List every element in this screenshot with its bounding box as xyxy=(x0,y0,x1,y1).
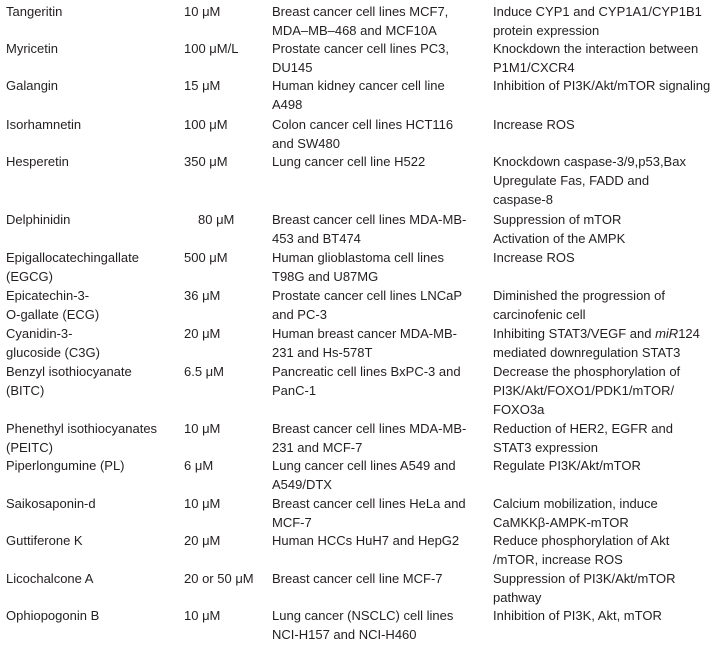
concentration-cell: 500 μM xyxy=(184,250,228,265)
concentration-cell: 20 μM xyxy=(184,533,221,548)
compound-cell: Isorhamnetin xyxy=(6,117,82,132)
compound-cell: Saikosaponin-d xyxy=(6,496,96,511)
mechanism-cell: Knockdown the interaction between P1M1/CXCR4 xyxy=(493,41,699,75)
cell-line-cell: Lung cancer cell line H522 xyxy=(272,154,426,169)
mechanism-cell: Reduction of HER2, EGFR and STAT3 expression xyxy=(493,421,673,455)
cell-line-cell: Pancreatic cell lines BxPC-3 and PanC-1 xyxy=(272,364,461,398)
mechanism-cell: Regulate PI3K/Akt/mTOR xyxy=(493,458,641,473)
mechanism-cell: Suppression of PI3K/Akt/mTOR pathway xyxy=(493,571,676,605)
compound-cell: Ophiopogonin B xyxy=(6,608,100,623)
concentration-cell: 10 μM xyxy=(184,496,221,511)
compound-cell: Guttiferone K xyxy=(6,533,83,548)
concentration-cell: 20 μM xyxy=(184,326,221,341)
compound-cell: Epigallocatechingallate (EGCG) xyxy=(6,250,139,284)
mechanism-cell: Increase ROS xyxy=(493,117,575,132)
mechanism-cell: Inhibition of PI3K/Akt/mTOR signaling xyxy=(493,78,711,93)
mechanism-cell: Knockdown caspase-3/9,p53,Bax Upregulate Fas, FADD and caspase-8 xyxy=(493,154,686,207)
compound-cell: Myricetin xyxy=(6,41,59,56)
concentration-cell: 6.5 μM xyxy=(184,364,225,379)
cell-line-cell: Human glioblastoma cell lines T98G and U87MG xyxy=(272,250,444,284)
cell-line-cell: Human HCCs HuH7 and HepG2 xyxy=(272,533,460,548)
concentration-cell: 10 μM xyxy=(184,421,221,436)
concentration-cell: 10 μM xyxy=(184,4,221,19)
cell-line-cell: Breast cancer cell lines HeLa and MCF-7 xyxy=(272,496,466,530)
cell-line-cell: Breast cancer cell lines MDA-MB- 231 and MCF-7 xyxy=(272,421,467,455)
compound-cell: Cyanidin-3- glucoside (C3G) xyxy=(6,326,100,360)
mechanism-cell: Suppression of mTOR Activation of the AMPK xyxy=(493,212,626,246)
compound-cell: Galangin xyxy=(6,78,59,93)
mechanism-cell: Inhibiting STAT3/VEGF and miR124 mediated downregulation STAT3 xyxy=(493,326,700,360)
concentration-cell: 20 or 50 μM xyxy=(184,571,254,586)
cell-line-cell: Human kidney cancer cell line A498 xyxy=(272,78,445,112)
compound-cell: Tangeritin xyxy=(6,4,63,19)
cell-line-cell: Human breast cancer MDA-MB- 231 and Hs-578T xyxy=(272,326,457,360)
cell-line-cell: Colon cancer cell lines HCT116 and SW480 xyxy=(272,117,454,151)
cell-line-cell: Breast cancer cell lines MDA-MB- 453 and BT474 xyxy=(272,212,467,246)
concentration-cell: 6 μM xyxy=(184,458,214,473)
gene-name-italic: miR xyxy=(655,326,679,341)
concentration-cell: 350 μM xyxy=(184,154,228,169)
mechanism-cell: Increase ROS xyxy=(493,250,575,265)
cell-line-cell: Prostate cancer cell lines LNCaP and PC-3 xyxy=(272,288,463,322)
concentration-cell: 15 μM xyxy=(184,78,221,93)
compound-cell: Licochalcone A xyxy=(6,571,94,586)
cell-line-cell: Lung cancer (NSCLC) cell lines NCI-H157 and NCI-H460 xyxy=(272,608,454,642)
compound-cell: Epicatechin-3- O-gallate (ECG) xyxy=(6,288,100,322)
concentration-cell: 36 μM xyxy=(184,288,221,303)
compound-cell: Delphinidin xyxy=(6,212,71,227)
compound-cell: Benzyl isothiocyanate (BITC) xyxy=(6,364,132,398)
cell-line-cell: Lung cancer cell lines A549 and A549/DTX xyxy=(272,458,456,492)
concentration-cell: 100 μM/L xyxy=(184,41,239,56)
cell-line-cell: Breast cancer cell lines MCF7, MDA–MB–468 and MCF10A xyxy=(272,4,449,38)
mechanism-cell: Induce CYP1 and CYP1A1/CYP1B1 protein expression xyxy=(493,4,702,38)
mechanism-cell: Decrease the phosphorylation of PI3K/Akt/FOXO1/PDK1/mTOR/ FOXO3a xyxy=(493,364,681,417)
compound-cell: Phenethyl isothiocyanates (PEITC) xyxy=(6,421,158,455)
compound-cell: Hesperetin xyxy=(6,154,69,169)
cell-line-cell: Breast cancer cell line MCF-7 xyxy=(272,571,443,586)
concentration-cell: 80 μM xyxy=(198,212,235,227)
mechanism-cell: Diminished the progression of carcinofenic cell xyxy=(493,288,665,322)
mechanism-cell: Inhibition of PI3K, Akt, mTOR xyxy=(493,608,662,623)
mechanism-cell: Reduce phosphorylation of Akt /mTOR, increase ROS xyxy=(493,533,670,567)
mechanism-cell: Calcium mobilization, induce CaMKKβ-AMPK-mTOR xyxy=(493,496,658,530)
cell-line-cell: Prostate cancer cell lines PC3, DU145 xyxy=(272,41,450,75)
concentration-cell: 100 μM xyxy=(184,117,228,132)
concentration-cell: 10 μM xyxy=(184,608,221,623)
compound-cell: Piperlongumine (PL) xyxy=(6,458,125,473)
